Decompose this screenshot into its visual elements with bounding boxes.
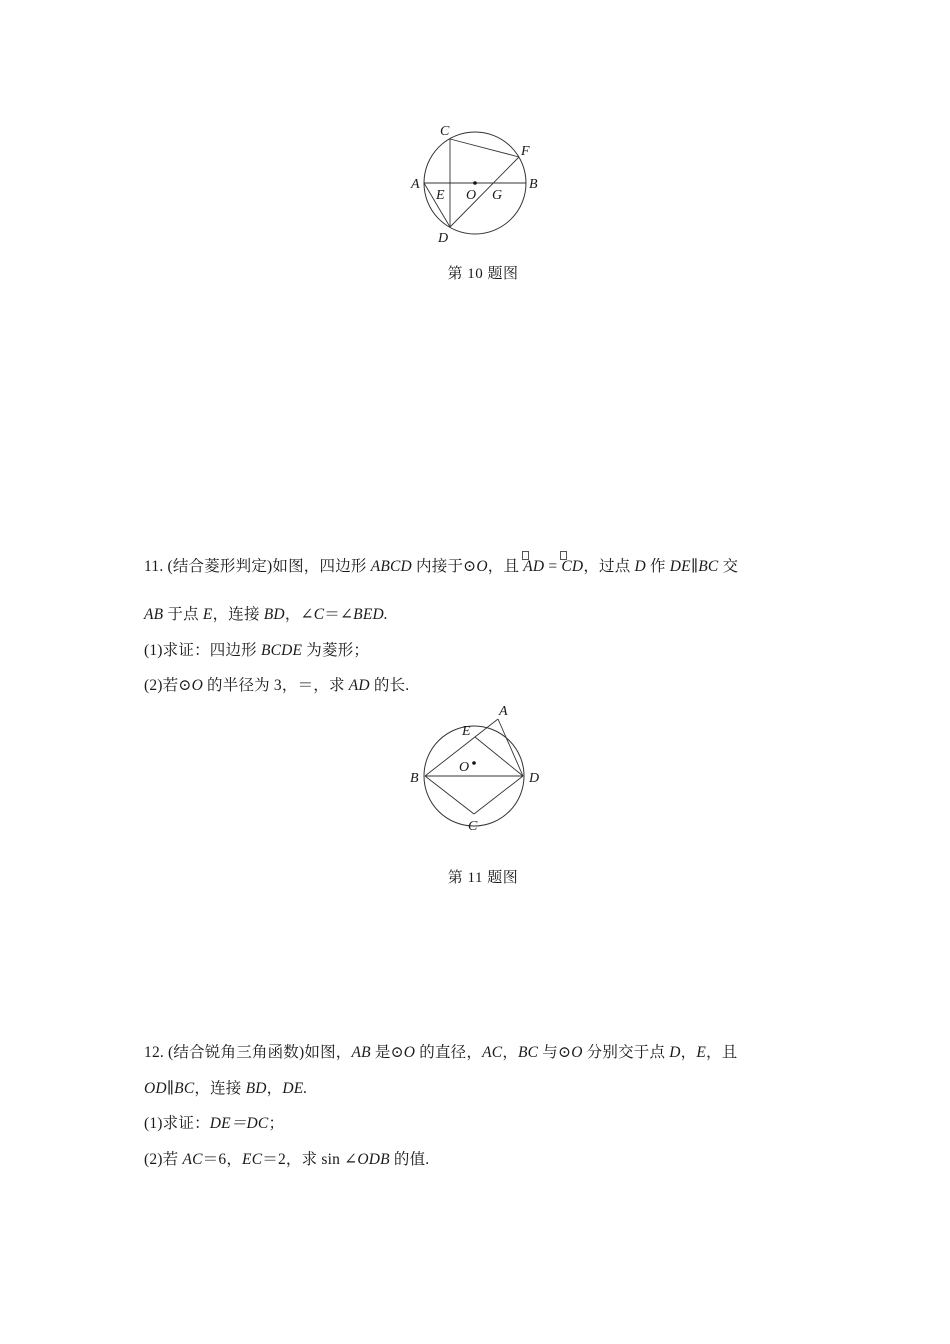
- svg-text:E: E: [462, 724, 471, 739]
- arc-placeholder-icon: [560, 551, 567, 560]
- svg-text:A: A: [499, 704, 508, 719]
- arc-ad: AD: [523, 558, 544, 576]
- svg-text:B: B: [529, 177, 538, 192]
- figure-q11: [400, 695, 560, 840]
- svg-text:D: D: [529, 771, 540, 786]
- q12-part1: (1)求证：DE＝DC；: [144, 1115, 285, 1132]
- q11-part1: (1)求证：四边形 BCDE 为菱形；: [144, 642, 370, 659]
- circle-diagram-q10: [400, 115, 560, 250]
- q11-stem-line2: AB 于点 E，连接 BD，∠C＝∠BED.: [144, 606, 388, 623]
- svg-text:B: B: [410, 771, 419, 786]
- figure-caption-q10: 第 10 题图: [447, 266, 519, 282]
- svg-text:F: F: [521, 144, 530, 159]
- q11-stem-line1: 11. (结合菱形判定)如图，四边形 ABCD 内接于⊙O，且 AD = CD，过点 D 作 DE∥BC 交: [144, 554, 738, 576]
- q12-stem-line1: 12. (结合锐角三角函数)如图，AB 是⊙O 的直径，AC，BC 与⊙O 分别交于点 D，E，且: [144, 1044, 738, 1061]
- svg-text:C: C: [468, 819, 478, 834]
- svg-text:O: O: [459, 760, 470, 775]
- svg-text:C: C: [440, 124, 450, 139]
- q12-part2: (2)若 AC＝6，EC＝2，求 sin ∠ODB 的值.: [144, 1151, 430, 1168]
- circle-diagram-q11: [400, 695, 560, 840]
- svg-text:E: E: [436, 188, 445, 203]
- arc-cd: CD: [561, 558, 583, 576]
- svg-text:G: G: [492, 188, 503, 203]
- figure-caption-q11: 第 11 题图: [447, 870, 519, 886]
- q12-stem-line2: OD∥BC，连接 BD，DE.: [144, 1080, 308, 1097]
- arc-placeholder-icon: [522, 551, 529, 560]
- svg-text:A: A: [411, 177, 420, 192]
- figure-q10: [400, 115, 560, 250]
- svg-text:O: O: [466, 188, 477, 203]
- svg-text:D: D: [438, 231, 449, 246]
- q11-part2: (2)若⊙O 的半径为 3，＝，求 AD 的长.: [144, 677, 410, 694]
